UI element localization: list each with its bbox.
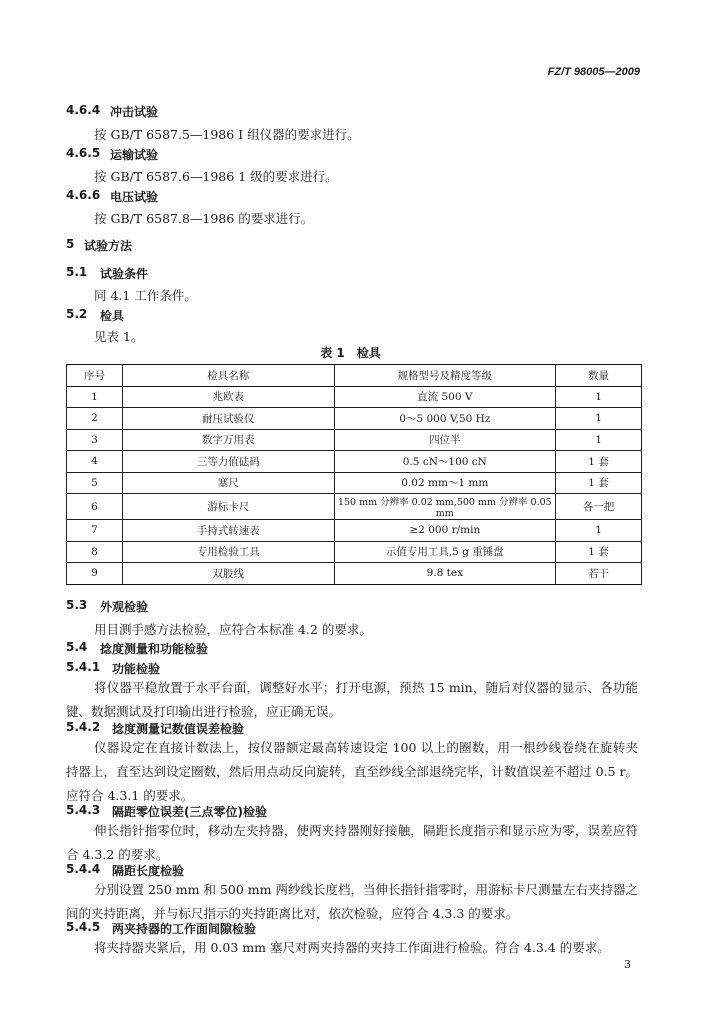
section-title: 外观检验 <box>100 600 149 614</box>
section-title: 检具 <box>100 309 125 323</box>
page-number: 3 <box>624 958 631 971</box>
table-cell: 四位半 <box>334 429 556 451</box>
table-cell: 1 套 <box>556 472 642 494</box>
section-title: 电压试验 <box>110 190 159 204</box>
section-paragraph: 将仪器平稳放置于水平台面，调整好水平；打开电源，预热 15 min，随后对仪器的显示、各功能键、数据测试及打印输出进行检验，应正确无误。 <box>66 680 638 719</box>
table-cell: 1 套 <box>556 451 642 473</box>
section-body: 按 GB/T 6587.8—1986 的要求进行。 <box>94 211 314 226</box>
table-cell: 手持式转速表 <box>122 520 334 542</box>
table-cell: 8 <box>67 541 123 563</box>
table-row <box>67 520 642 542</box>
section-paragraph: 仪器设定在直接计数法上，按仪器额定最高转速设定 100 以上的圈数，用一根纱线卷绕在旋转夹持器上，直至达到设定圈数，然后用点动反向旋转，直至纱线全部退绕完毕，计数值误差不超过 0.5 r。应符合 4.3.1 的要求。 <box>66 740 638 803</box>
standard-code: FZ/T 98005—2009 <box>547 66 640 78</box>
section-number: 4.6.5 <box>66 146 101 160</box>
table-cell: 5 <box>67 472 123 494</box>
table-cell: 1 <box>67 386 123 408</box>
section-title: 运输试验 <box>110 148 159 162</box>
table-caption: 表 1 检具 <box>320 346 381 360</box>
table-cell: 4 <box>67 451 123 473</box>
table-cell: 150 mm 分辨率 0.02 mm,500 mm 分辨率 0.05 mm <box>334 494 556 520</box>
table-cell: 双股线 <box>122 563 334 585</box>
section-paragraph: 分别设置 250 mm 和 500 mm 两纱线长度档，当伸长指针指零时，用游标卡尺测量左右夹持器之间的夹持距离，并与标尺指示的夹持距离比对，依次检验，应符合 4.3.3 的要求。 <box>66 882 638 921</box>
table-row <box>67 472 642 494</box>
section-title: 冲击试验 <box>110 105 159 119</box>
table-row <box>67 494 642 520</box>
section-title: 功能检验 <box>112 662 161 676</box>
table-cell: 1 套 <box>556 541 642 563</box>
table-row <box>67 429 642 451</box>
section-number: 4.6.4 <box>66 103 101 117</box>
table-cell: 9.8 tex <box>334 563 556 585</box>
section-number: 5.4.4 <box>66 862 101 876</box>
table-header-row <box>67 365 642 387</box>
chapter-number: 5 <box>66 237 75 251</box>
section-number: 5.4.5 <box>66 920 101 934</box>
table-cell: 0～5 000 V,50 Hz <box>334 408 556 430</box>
table-cell: 塞尺 <box>122 472 334 494</box>
section-number: 5.4 <box>66 640 88 654</box>
section-body: 同 4.1 工作条件。 <box>94 288 197 303</box>
table-cell: 直流 500 V <box>334 386 556 408</box>
table-cell: 0.5 cN～100 cN <box>334 451 556 473</box>
table-cell: 0.02 mm～1 mm <box>334 472 556 494</box>
table-cell: 专用检验工具 <box>122 541 334 563</box>
section-paragraph: 伸长指针指零位时，移动左夹持器，使两夹持器刚好接触，隔距长度指示和显示应为零，误差应符合 4.3.2 的要求。 <box>66 823 638 862</box>
table-cell: ≥2 000 r/min <box>334 520 556 542</box>
section-body: 按 GB/T 6587.5—1986 Ⅰ 组仪器的要求进行。 <box>94 127 360 142</box>
column-header: 规格型号及精度等级 <box>334 365 556 387</box>
table-row <box>67 408 642 430</box>
section-body: 见表 1。 <box>94 329 144 344</box>
table-cell: 1 <box>556 429 642 451</box>
table-cell: 1 <box>556 520 642 542</box>
table-cell: 若干 <box>556 563 642 585</box>
table-row <box>67 563 642 585</box>
section-number: 5.4.2 <box>66 720 101 734</box>
chapter-title: 试验方法 <box>84 239 133 253</box>
table-cell: 9 <box>67 563 123 585</box>
table-cell: 各一把 <box>556 494 642 520</box>
table-cell: 1 <box>556 408 642 430</box>
section-number: 5.4.3 <box>66 803 101 817</box>
table-cell: 2 <box>67 408 123 430</box>
table-row <box>67 541 642 563</box>
table-cell: 1 <box>556 386 642 408</box>
section-title: 隔距长度检验 <box>112 864 185 878</box>
section-number: 5.3 <box>66 598 88 612</box>
section-body: 用目测手感方法检验，应符合本标准 4.2 的要求。 <box>94 622 372 637</box>
column-header: 数量 <box>556 365 642 387</box>
column-header: 检具名称 <box>122 365 334 387</box>
section-number: 5.1 <box>66 265 88 279</box>
table-cell: 6 <box>67 494 123 520</box>
tools-table <box>66 364 642 585</box>
table-cell: 三等力值砝码 <box>122 451 334 473</box>
table-row <box>67 451 642 473</box>
section-body: 按 GB/T 6587.6—1986 1 级的要求进行。 <box>94 169 338 184</box>
table-cell: 兆欧表 <box>122 386 334 408</box>
section-title: 隔距零位误差(三点零位)检验 <box>112 805 267 819</box>
table-cell: 耐压试验仪 <box>122 408 334 430</box>
section-title: 试验条件 <box>100 267 149 281</box>
table-cell: 3 <box>67 429 123 451</box>
section-number: 5.4.1 <box>66 660 101 674</box>
section-number: 5.2 <box>66 307 88 321</box>
table-row <box>67 386 642 408</box>
column-header: 序号 <box>67 365 123 387</box>
section-title: 两夹持器的工作面间隙检验 <box>112 922 257 936</box>
table-cell: 数字万用表 <box>122 429 334 451</box>
table-cell: 游标卡尺 <box>122 494 334 520</box>
section-title: 捻度测量和功能检验 <box>100 642 209 656</box>
section-number: 4.6.6 <box>66 188 101 202</box>
section-title: 捻度测量记数值误差检验 <box>112 722 245 736</box>
table-cell: 7 <box>67 520 123 542</box>
table-cell: 示值专用工具,5 g 重锤盘 <box>334 541 556 563</box>
section-paragraph: 将夹持器夹紧后，用 0.03 mm 塞尺对两夹持器的夹持工作面进行检验。符合 4.3.4 的要求。 <box>94 940 610 955</box>
